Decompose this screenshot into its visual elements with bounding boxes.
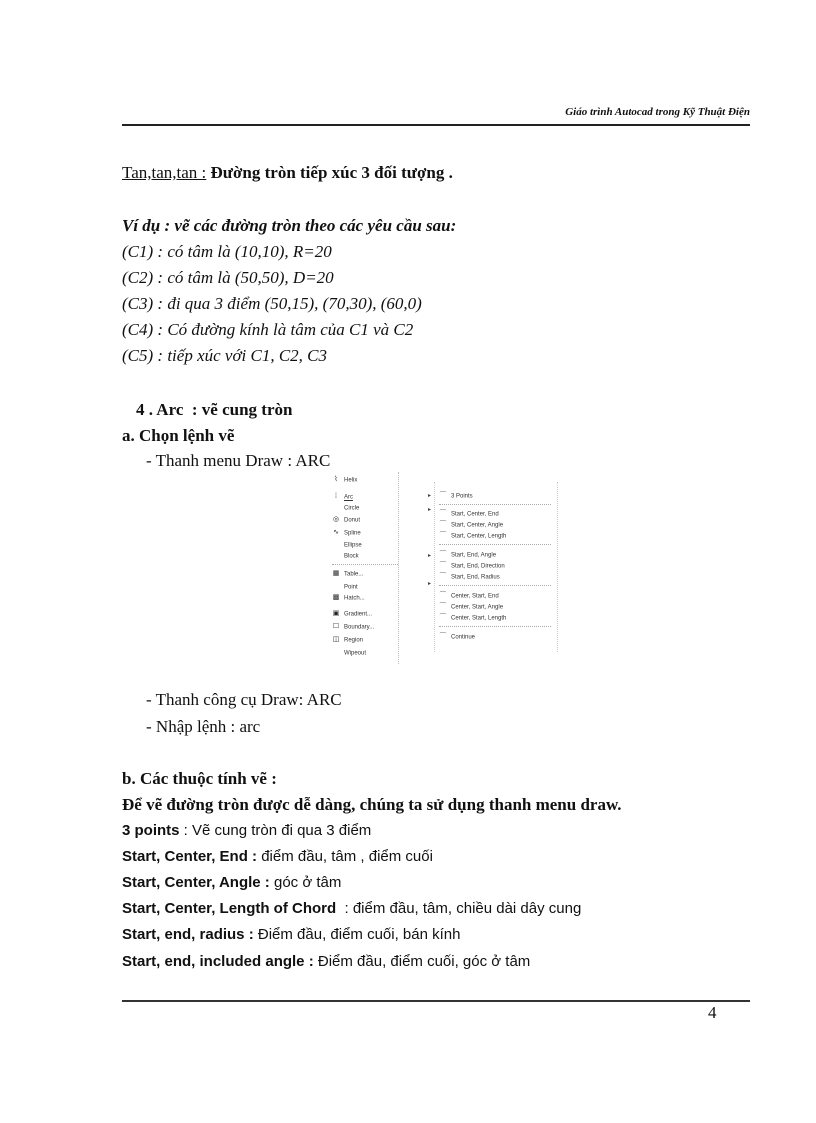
submenu-arrow-icon: ▸: [428, 507, 432, 513]
arc-heading: 4 . Arc : vẽ cung tròn: [136, 400, 293, 419]
arc-icon: ⌒: [439, 573, 447, 580]
arc-icon: ⌒: [439, 551, 447, 558]
toolbar-draw-line: - Thanh công cụ Draw: ARC: [146, 690, 342, 709]
submenu-item-continue[interactable]: ⌒ Continue: [439, 633, 476, 641]
prop-line: Start, Center, End : điểm đầu, tâm , điểm cuối: [122, 848, 433, 865]
menu-item-region[interactable]: ◫ Region: [332, 636, 364, 644]
submenu-item-start-end-radius[interactable]: ⌒ Start, End, Radius: [439, 573, 500, 581]
arc-icon: ⌒: [439, 532, 447, 539]
menu-item-block[interactable]: Block: [344, 553, 359, 560]
submenu-arrow-icon: ▸: [428, 493, 432, 499]
section-a-title: a. Chọn lệnh vẽ: [122, 426, 235, 445]
hatch-icon: ▩: [332, 594, 340, 601]
submenu-item-start-end-angle[interactable]: ⌒ Start, End, Angle: [439, 551, 497, 559]
arc-icon: ⌒: [439, 633, 447, 640]
menu-item-arc[interactable]: ⁞ Arc: [332, 493, 353, 501]
footer-rule: [122, 1000, 750, 1002]
submenu-item-center-start-end[interactable]: ⌒ Center, Start, End: [439, 592, 499, 600]
region-icon: ◫: [332, 636, 340, 643]
menu-separator: [439, 626, 551, 627]
submenu-item-start-center-angle[interactable]: ⌒ Start, Center, Angle: [439, 521, 504, 529]
arc-icon: ⌒: [439, 562, 447, 569]
menu-item-hatch[interactable]: ▩ Hatch...: [332, 594, 365, 602]
draw-menu-left-column: [330, 472, 399, 664]
submenu-item-center-start-angle[interactable]: ⌒ Center, Start, Angle: [439, 603, 504, 611]
arc-icon: ⌒: [439, 614, 447, 621]
prop-line: Start, end, included angle : Điểm đầu, điểm cuối, góc ở tâm: [122, 953, 531, 970]
submenu-item-start-center-end[interactable]: ⌒ Start, Center, End: [439, 510, 499, 518]
tan-line: [122, 163, 453, 183]
arc-icon: ⁞: [335, 493, 337, 500]
running-header: Giáo trình Autocad trong Kỹ Thuật Điện: [565, 106, 750, 118]
menu-item-circle[interactable]: Circle: [344, 505, 360, 512]
menu-item-donut[interactable]: ◎ Donut: [332, 516, 361, 524]
donut-icon: ◎: [332, 516, 340, 523]
prop-line: Start, end, radius : Điểm đầu, điểm cuối, bán kính: [122, 926, 461, 943]
submenu-arrow-icon: ▸: [428, 581, 432, 587]
boundary-icon: ☐: [332, 623, 340, 630]
section-b-intro: Để vẽ đường tròn được dễ dàng, chúng ta sử dụng thanh menu draw.: [122, 795, 622, 814]
arc-icon: ⌒: [439, 603, 447, 610]
gradient-icon: ▣: [332, 610, 340, 617]
example-item: (C3) : đi qua 3 điểm (50,15), (70,30), (60,0): [122, 294, 422, 313]
menu-separator: [439, 585, 551, 586]
prop-line: Start, Center, Length of Chord : điểm đầu, tâm, chiều dài dây cung: [122, 900, 582, 917]
tan-term: Tan,tan,tan :: [122, 163, 207, 182]
menu-item-gradient[interactable]: ▣ Gradient...: [332, 610, 373, 618]
example-item: (C5) : tiếp xúc với C1, C2, C3: [122, 346, 328, 365]
page-number: 4: [708, 1003, 717, 1022]
example-item: (C2) : có tâm là (50,50), D=20: [122, 268, 334, 287]
menu-draw-line: - Thanh menu Draw : ARC: [146, 451, 331, 470]
menu-item-boundary[interactable]: ☐ Boundary...: [332, 623, 375, 631]
menu-item-table[interactable]: ▦ Table...: [332, 570, 364, 578]
submenu-arrow-icon: ▸: [428, 553, 432, 559]
arc-submenu: [434, 482, 558, 652]
submenu-item-center-start-length[interactable]: ⌒ Center, Start, Length: [439, 614, 507, 622]
section-b-title: b. Các thuộc tính vẽ :: [122, 769, 277, 788]
table-icon: ▦: [332, 570, 340, 577]
menu-item-spline[interactable]: ∿ Spline: [333, 529, 361, 537]
prop-line: 3 points : Vẽ cung tròn đi qua 3 điểm: [122, 822, 372, 839]
arc-icon: ⌒: [439, 510, 447, 517]
menu-item-helix[interactable]: ⌇ Helix: [332, 476, 357, 484]
arc-icon: ⌒: [439, 492, 447, 499]
example-item: (C1) : có tâm là (10,10), R=20: [122, 242, 332, 261]
submenu-item-start-center-length[interactable]: ⌒ Start, Center, Length: [439, 532, 507, 540]
menu-separator: [439, 504, 551, 505]
spline-icon: ∿: [333, 529, 339, 536]
draw-menu-image: [330, 472, 560, 664]
submenu-item-3-points[interactable]: ⌒ 3 Points: [439, 492, 473, 500]
submenu-item-start-end-direction[interactable]: ⌒ Start, End, Direction: [439, 562, 505, 570]
header-rule: [122, 124, 750, 126]
menu-separator: [332, 564, 398, 565]
helix-icon: ⌇: [334, 476, 338, 483]
menu-separator: [439, 544, 551, 545]
tan-desc: Đường tròn tiếp xúc 3 đối tượng .: [210, 163, 453, 182]
menu-item-point[interactable]: Point: [344, 584, 358, 591]
menu-item-ellipse[interactable]: Ellipse: [344, 542, 362, 549]
menu-item-wipeout[interactable]: Wipeout: [344, 650, 367, 657]
arc-icon: ⌒: [439, 521, 447, 528]
example-title: Ví dụ : vẽ các đường tròn theo các yêu cầu sau:: [122, 216, 457, 235]
example-item: (C4) : Có đường kính là tâm của C1 và C2: [122, 320, 414, 339]
prop-line: Start, Center, Angle : góc ở tâm: [122, 874, 342, 891]
arc-icon: ⌒: [439, 592, 447, 599]
command-line: - Nhập lệnh : arc: [146, 717, 261, 736]
